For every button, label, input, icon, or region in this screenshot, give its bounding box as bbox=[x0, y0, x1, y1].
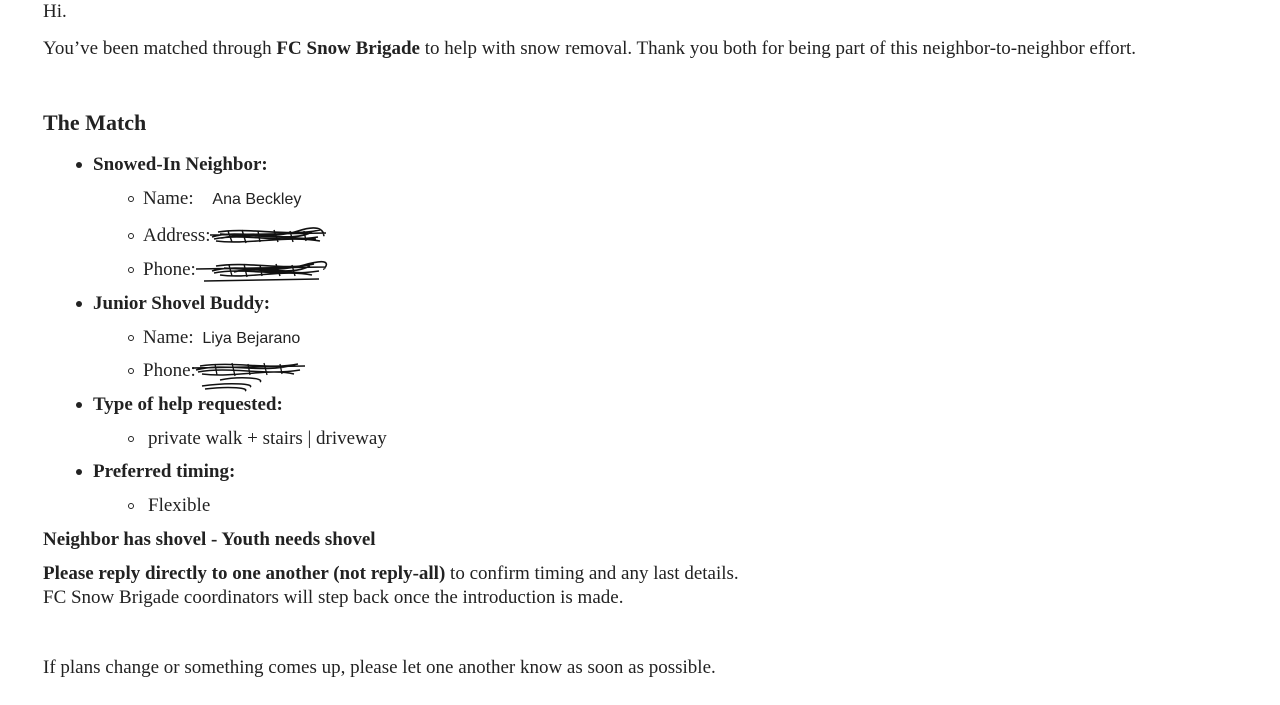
buddy-phone-label: Phone: bbox=[143, 360, 196, 381]
help-label: Type of help requested: bbox=[93, 394, 283, 415]
closing-paragraph: If plans change or something comes up, please let one another know as soon as possible. bbox=[43, 657, 716, 678]
timing-value: Flexible bbox=[148, 495, 211, 516]
neighbor-name-label: Name: bbox=[143, 188, 194, 209]
sub-bullet bbox=[128, 368, 134, 374]
coordinators-note: FC Snow Brigade coordinators will step back once the introduction is made. bbox=[43, 587, 624, 608]
intro-paragraph bbox=[43, 37, 1136, 61]
intro-after: to help with snow removal. Thank you both for being part of this neighbor-to-neighbor effort. bbox=[420, 38, 1137, 59]
timing-label: Preferred timing: bbox=[93, 461, 236, 482]
buddy-name-value: Liya Bejarano bbox=[202, 330, 301, 347]
reply-rest: to confirm timing and any last details. bbox=[445, 563, 739, 584]
buddy-phone-redaction-scribble bbox=[190, 358, 310, 398]
neighbor-address-label: Address: bbox=[143, 225, 211, 246]
sub-bullet bbox=[128, 196, 134, 202]
sub-bullet bbox=[128, 503, 134, 509]
bullet-dot bbox=[76, 402, 82, 408]
buddy-name-label: Name: bbox=[143, 327, 194, 348]
buddy-label: Junior Shovel Buddy: bbox=[93, 293, 271, 314]
sub-bullet bbox=[128, 233, 134, 239]
neighbor-phone-redaction-scribble bbox=[194, 257, 329, 287]
reply-instruction bbox=[43, 562, 739, 586]
help-value: private walk + stairs | driveway bbox=[148, 428, 387, 449]
intro-before: You’ve been matched through bbox=[43, 38, 277, 59]
greeting: Hi. bbox=[43, 1, 67, 22]
bullet-dot bbox=[76, 162, 82, 168]
neighbor-phone-label: Phone: bbox=[143, 259, 196, 280]
sub-bullet bbox=[128, 436, 134, 442]
address-redaction-scribble bbox=[208, 223, 328, 251]
bullet-dot bbox=[76, 301, 82, 307]
org-name: FC Snow Brigade bbox=[276, 38, 420, 59]
reply-bold: Please reply directly to one another (not reply-all) bbox=[43, 563, 446, 584]
shovel-note: Neighbor has shovel - Youth needs shovel bbox=[43, 529, 376, 550]
sub-bullet bbox=[128, 335, 134, 341]
bullet-dot bbox=[76, 469, 82, 475]
sub-bullet bbox=[128, 267, 134, 273]
match-heading: The Match bbox=[43, 110, 147, 135]
neighbor-name-value: Ana Beckley bbox=[212, 191, 302, 208]
neighbor-label: Snowed-In Neighbor: bbox=[93, 154, 268, 175]
